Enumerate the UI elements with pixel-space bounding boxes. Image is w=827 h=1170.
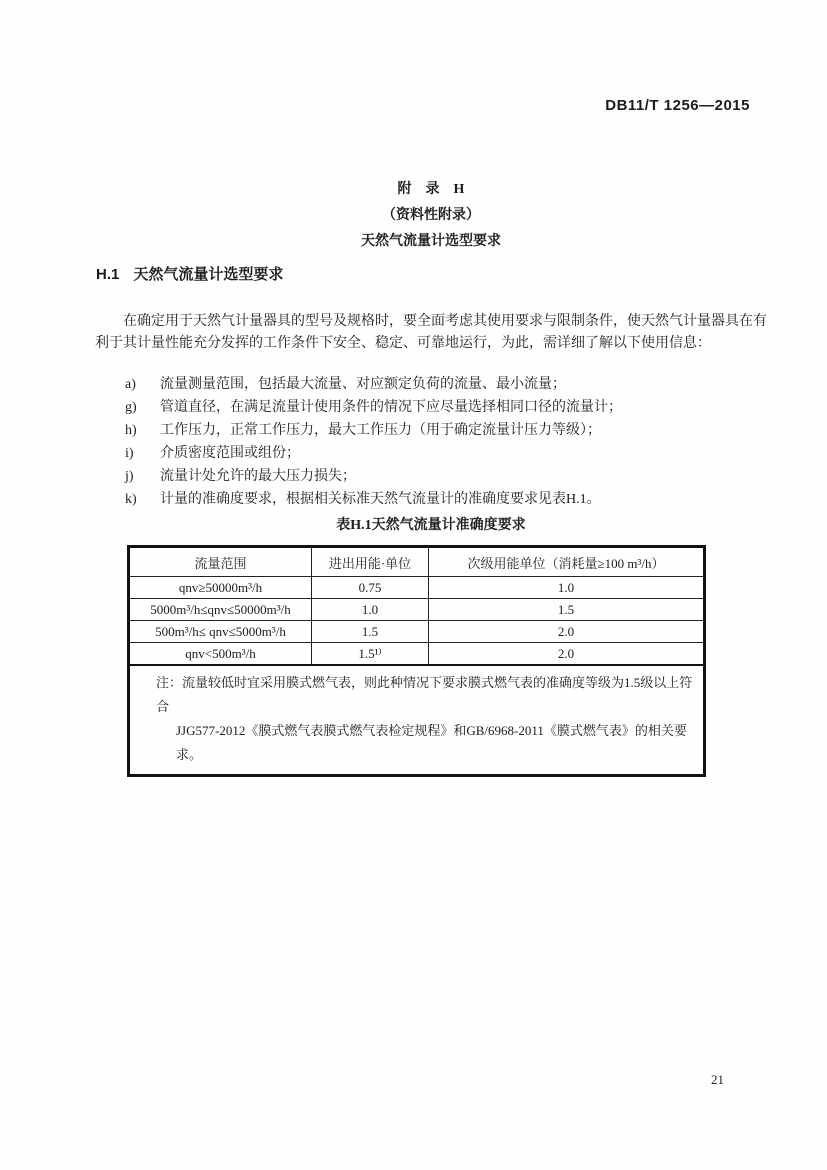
- doc-number: DB11/T 1256—2015: [605, 97, 750, 114]
- appendix-title: 附 录 H: [397, 182, 465, 197]
- cell-primary-value: 1.5: [312, 621, 429, 643]
- list-item: [125, 442, 765, 465]
- appendix-subtitle: （资料性附录）: [382, 208, 480, 223]
- col-header-flow-range: 流量范围: [129, 547, 312, 577]
- list-item-text: 流量测量范围，包括最大流量、对应额定负荷的流量、最小流量；: [160, 377, 566, 392]
- list-item-text: 介质密度范围或组份；: [160, 446, 300, 461]
- cell-flow-range: 5000m³/h≤qnv≤50000m³/h: [129, 599, 312, 621]
- cell-flow-range: 500m³/h≤ qnv≤5000m³/h: [129, 621, 312, 643]
- cell-primary-value: 1.0: [312, 599, 429, 621]
- table-note-row: [129, 665, 705, 776]
- appendix-name: 天然气流量计选型要求: [361, 234, 501, 249]
- list-item-text: 计量的准确度要求，根据相关标准天然气流量计的准确度要求见表H.1。: [160, 492, 601, 507]
- table-note-line2: JJG577-2012《膜式燃气表膜式燃气表检定规程》和GB/6968-2011《膜式燃气表》的相关要求。: [176, 723, 687, 762]
- list-item-marker: j): [125, 469, 134, 484]
- cell-primary-value: 0.75: [312, 577, 429, 599]
- cell-flow-range: qnv≥50000m³/h: [129, 577, 312, 599]
- list-item: [125, 419, 765, 442]
- col-header-secondary-unit: 次级用能单位（消耗量≥100 m³/h）: [429, 547, 705, 577]
- cell-secondary-value: 2.0: [429, 643, 705, 666]
- cell-flow-range: qnv<500m³/h: [129, 643, 312, 666]
- cell-secondary-value: 1.5: [429, 599, 705, 621]
- accuracy-table: [127, 545, 706, 777]
- list-item-marker: g): [125, 400, 137, 415]
- intro-paragraph: 在确定用于天然气计量器具的型号及规格时，要全面考虑其使用要求与限制条件，使天然气计量器具在有利于其计量性能充分发挥的工作条件下安全、稳定、可靠地运行，为此，需详细了解以下使用信息：: [95, 314, 767, 351]
- list-item-marker: a): [125, 377, 136, 392]
- list-item: [125, 488, 765, 511]
- list-item-marker: k): [125, 492, 137, 507]
- table-row: [129, 621, 705, 643]
- section-number: H.1: [96, 266, 120, 283]
- table-note-line1: 注：流量较低时宜采用膜式燃气表，则此种情况下要求膜式燃气表的准确度等级为1.5级以上符合: [156, 675, 693, 714]
- page-number: 21: [711, 1072, 724, 1087]
- list-item: [125, 465, 765, 488]
- table-header-row: [129, 547, 705, 577]
- list-item: [125, 396, 765, 419]
- list-item-text: 管道直径，在满足流量计使用条件的情况下应尽量选择相同口径的流量计；: [160, 400, 622, 415]
- cell-secondary-value: 2.0: [429, 621, 705, 643]
- cell-secondary-value: 1.0: [429, 577, 705, 599]
- list-item-marker: i): [125, 446, 134, 461]
- section-heading: [96, 263, 283, 284]
- col-header-primary-unit: 进出用能·单位: [312, 547, 429, 577]
- appendix-title-block: [95, 177, 767, 255]
- table-caption: 表H.1天然气流量计准确度要求: [336, 518, 526, 533]
- list-item-marker: h): [125, 423, 137, 438]
- table-note: [129, 665, 705, 776]
- list-item-text: 工作压力，正常工作压力，最大工作压力（用于确定流量计压力等级）；: [160, 423, 601, 438]
- requirements-list: [125, 373, 765, 511]
- list-item-text: 流量计处允许的最大压力损失；: [160, 469, 356, 484]
- cell-primary-value: 1.5¹⁾: [312, 643, 429, 666]
- list-item: [125, 373, 765, 396]
- table-row: [129, 599, 705, 621]
- table-row: [129, 643, 705, 666]
- section-title: 天然气流量计选型要求: [133, 266, 284, 283]
- table-row: [129, 577, 705, 599]
